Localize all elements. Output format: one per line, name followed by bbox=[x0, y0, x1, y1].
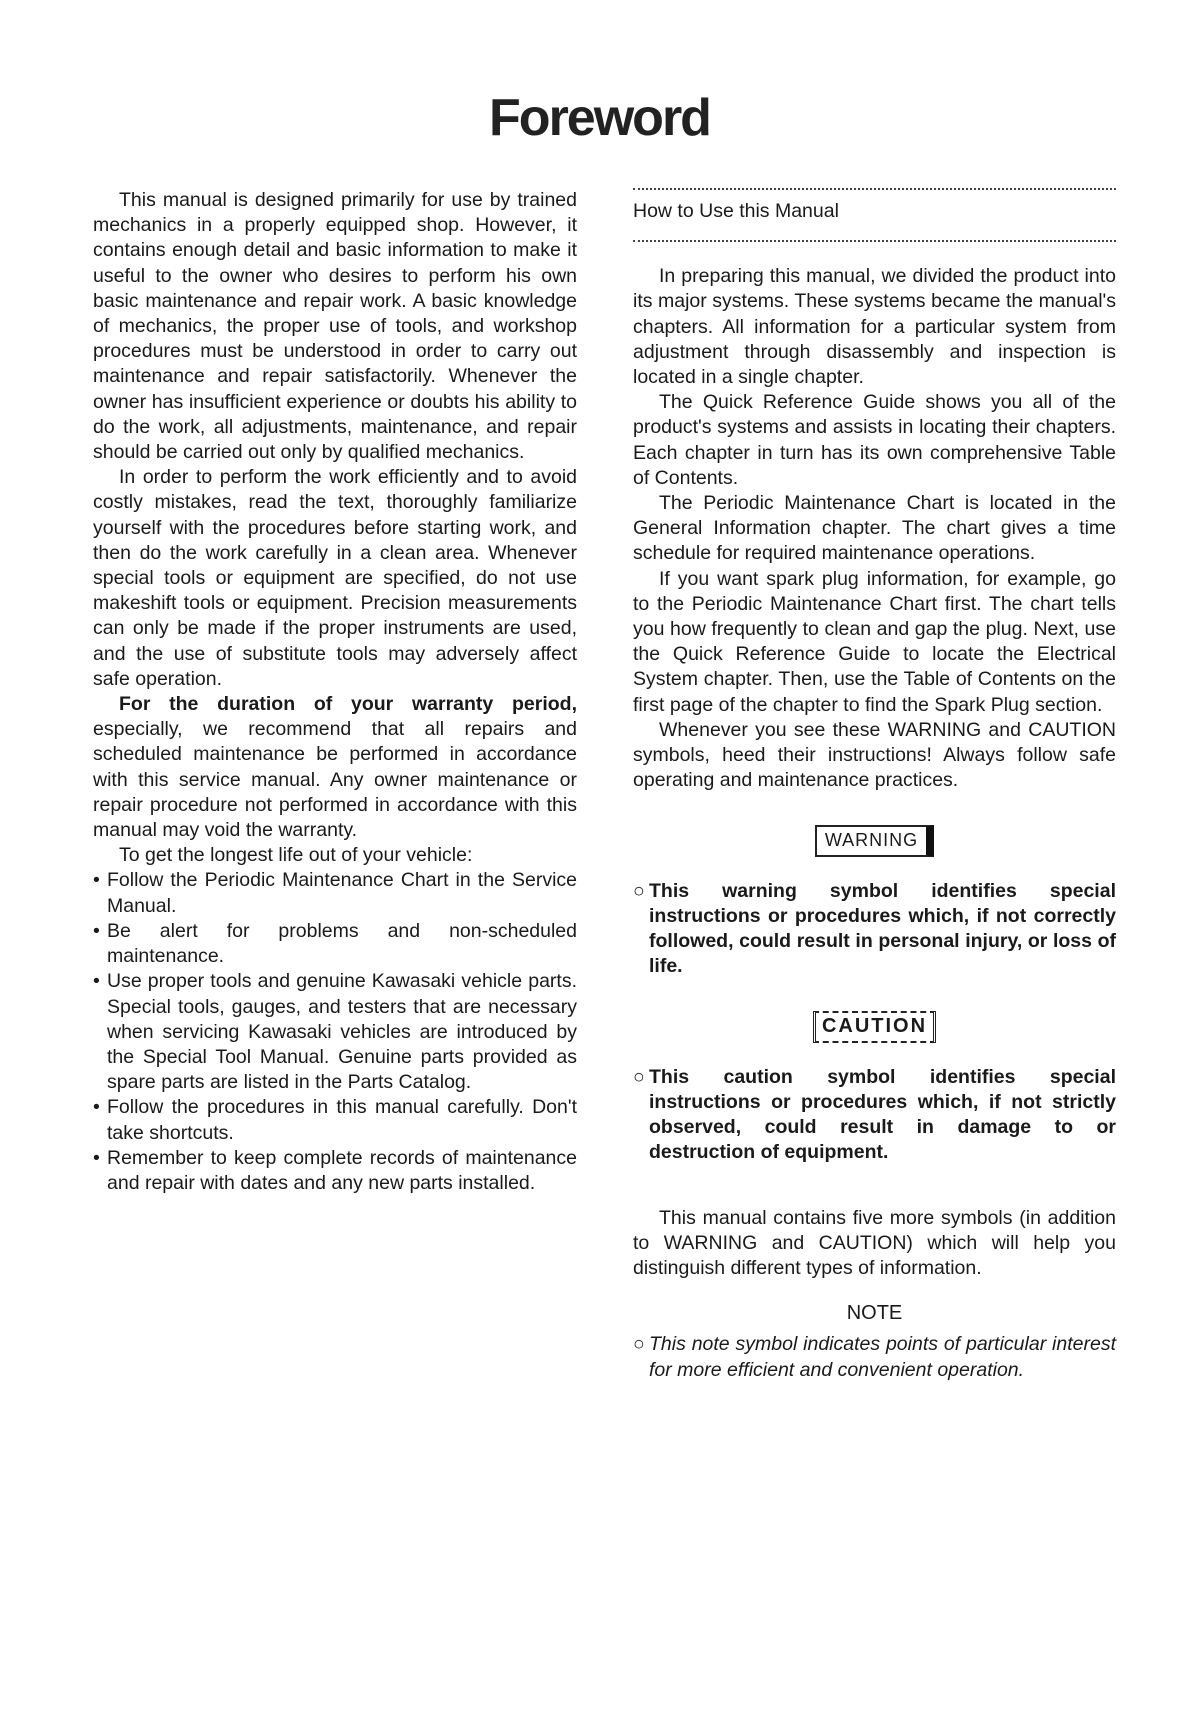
spark-plug-paragraph: If you want spark plug information, for example, go to the Periodic Maintenance Chart first. The chart tells you how frequently to clean and gap the plug. Next, use the Quick Reference Guide to locate the Electrical System chapter. Then, use the Table of Contents on the first page of the chapter to find the Spark Plug section. bbox=[633, 567, 1116, 716]
warning-description bbox=[633, 879, 1116, 980]
note-description-text: This note symbol indicates points of particular interest for more efficient and convenient operation. bbox=[649, 1333, 1116, 1381]
section-heading: How to Use this Manual bbox=[633, 200, 839, 222]
dotted-rule-bottom bbox=[633, 240, 1116, 242]
note-description bbox=[633, 1332, 1116, 1382]
warning-symbol: WARNING bbox=[815, 825, 934, 856]
caution-symbol-row bbox=[633, 979, 1116, 1064]
list-item bbox=[93, 969, 577, 1095]
circle-bullet-icon: ○ bbox=[633, 1065, 645, 1088]
caution-symbol: CAUTION bbox=[813, 1011, 936, 1042]
caution-description-text: This caution symbol identifies special instructions or procedures which, if not strictly observed, could result in damage to or destruction of equipment. bbox=[649, 1065, 1116, 1164]
circle-bullet-icon: ○ bbox=[633, 879, 645, 902]
list-item-text: Follow the procedures in this manual carefully. Don't take shortcuts. bbox=[107, 1096, 577, 1144]
longest-life-paragraph: To get the longest life out of your vehicle: bbox=[119, 844, 473, 867]
bullet-icon: • bbox=[93, 869, 100, 892]
systems-paragraph: In preparing this manual, we divided the product into its major systems. These systems became the manual's chapters. All information for a particular system from adjustment through disassembly and inspection is located in a single chapter. bbox=[633, 265, 1116, 389]
warranty-body: especially, we recommend that all repairs and scheduled maintenance be performed in accordance with this service manual. Any owner maintenance or repair procedure not performed in accordance with this manual may void the warranty. bbox=[93, 718, 577, 842]
right-column bbox=[633, 188, 1116, 1383]
page-title: Foreword bbox=[489, 89, 710, 147]
list-item-text: Remember to keep complete records of maintenance and repair with dates and any new parts installed. bbox=[107, 1146, 577, 1194]
dotted-rule-top bbox=[633, 188, 1116, 190]
list-item-text: Use proper tools and genuine Kawasaki vehicle parts. Special tools, gauges, and testers that are necessary when servicing Kawasaki vehicles are introduced by the Special Tool Manual. Genuine parts provided as spare parts are listed in the Parts Catalog. bbox=[107, 970, 577, 1094]
quick-reference-paragraph: The Quick Reference Guide shows you all of the product's systems and assists in locating their chapters. Each chapter in turn has its own comprehensive Table of Contents. bbox=[633, 391, 1116, 489]
list-item-text: Be alert for problems and non-scheduled maintenance. bbox=[107, 919, 577, 968]
bullet-icon: • bbox=[93, 970, 100, 993]
warranty-paragraph bbox=[93, 692, 577, 843]
symbols-paragraph: Whenever you see these WARNING and CAUTION symbols, heed their instructions! Always follow safe operating and maintenance practices. bbox=[633, 718, 1116, 792]
bullet-icon: • bbox=[93, 919, 100, 942]
list-item bbox=[93, 1146, 577, 1196]
list-item-text: Follow the Periodic Maintenance Chart in the Service Manual. bbox=[107, 869, 577, 917]
circle-bullet-icon: ○ bbox=[633, 1333, 645, 1356]
bullet-icon: • bbox=[93, 1096, 100, 1119]
list-item bbox=[93, 868, 577, 918]
left-column bbox=[93, 188, 577, 1196]
intro-paragraph: This manual is designed primarily for use by trained mechanics in a properly equipped shop. However, it contains enough detail and basic information to make it useful to the owner who desires to perform his own basic maintenance and repair work. A basic knowledge of mechanics, the proper use of tools, and workshop procedures must be understood in order to carry out maintenance and repair satisfactorily. Whenever the owner has insufficient experience or doubts his ability to do the work, all adjustments, maintenance, and repair should be carried out only by qualified mechanics. bbox=[93, 189, 577, 464]
note-heading: NOTE bbox=[846, 1302, 903, 1325]
more-symbols-paragraph: This manual contains five more symbols (in addition to WARNING and CAUTION) which will help you distinguish different types of information. bbox=[633, 1206, 1116, 1279]
bullet-icon: • bbox=[93, 1146, 100, 1169]
list-item bbox=[93, 919, 577, 969]
warning-symbol-row bbox=[633, 793, 1116, 878]
efficiency-paragraph: In order to perform the work efficiently and to avoid costly mistakes, read the text, thoroughly familiarize yourself with the procedures before starting work, and then do the work carefully in a clean area. Whenever special tools or equipment are specified, do not use makeshift tools or equipment. Precision measurements can only be made if the proper instruments are used, and the use of substitute tools may adversely affect safe operation. bbox=[93, 466, 577, 690]
caution-description bbox=[633, 1065, 1116, 1166]
tips-list bbox=[93, 868, 577, 1196]
warning-description-text: This warning symbol identifies special instructions or procedures which, if not correctly followed, could result in personal injury, or loss of life. bbox=[649, 879, 1116, 978]
list-item bbox=[93, 1095, 577, 1145]
periodic-chart-paragraph: The Periodic Maintenance Chart is located in the General Information chapter. The chart gives a time schedule for required maintenance operations. bbox=[633, 492, 1116, 565]
warranty-lead: For the duration of your warranty period, bbox=[119, 693, 577, 716]
